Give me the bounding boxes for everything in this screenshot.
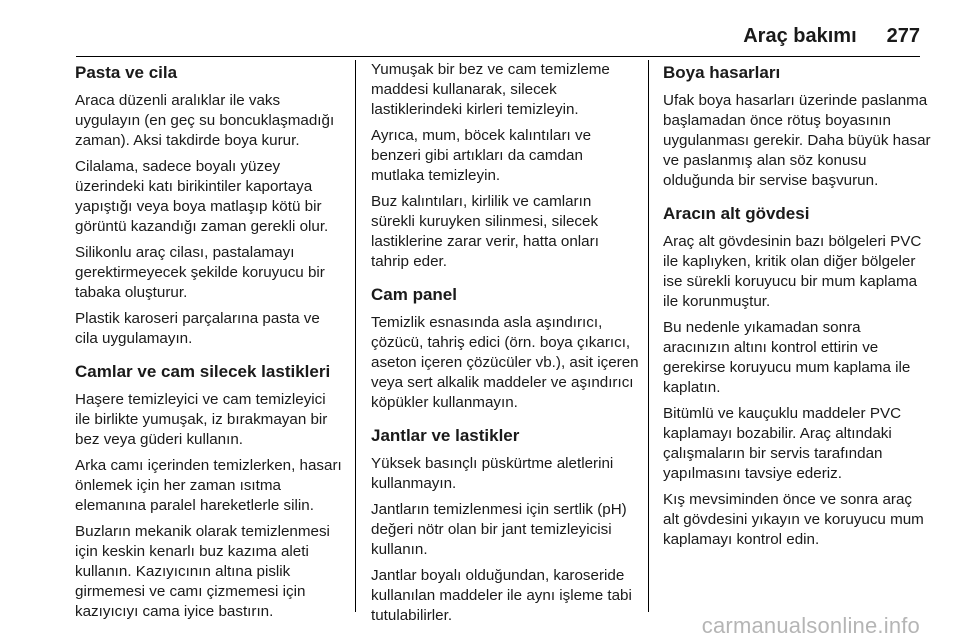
paragraph: Bu nedenle yıkamadan sonra aracınızın altını kontrol ettirin ve gerekirse koruyucu mum kaplama ile kaplatın. bbox=[663, 319, 911, 396]
page-header bbox=[743, 22, 920, 56]
column-divider bbox=[648, 60, 649, 612]
paragraph: Bitümlü ve kauçuklu maddeler PVC kaplamayı bozabilir. Araç altındaki çalışmaların bir servis tarafından yapılmasını tavsiye ederiz. bbox=[663, 405, 902, 482]
paragraph: Ufak boya hasarları üzerinde paslanma başlamadan önce rötuş boyasının uygulanması gerekir. Daha büyük hasar ve paslanmış alan söz konusu olduğunda bir servise başvurun. bbox=[663, 92, 931, 189]
paragraph: Silikonlu araç cilası, pastalamayı gerektirmeyecek şekilde koruyucu bir tabaka oluşturur. bbox=[75, 244, 325, 301]
paragraph: Cilalama, sadece boyalı yüzey üzerindeki katı birikintiler kaportaya yapıştığı veya boya matlaşıp kötü bir görüntü kazandığı zaman gerekli olur. bbox=[75, 158, 329, 235]
header-rule bbox=[76, 56, 920, 57]
paragraph: Ayrıca, mum, böcek kalıntıları ve benzeri gibi artıkları da camdan mutlaka temizleyin. bbox=[371, 127, 592, 184]
paragraph: Temizlik esnasında asla aşındırıcı, çözücü, tahriş edici (örn. boya çıkarıcı, aseton içeren çözücüler vb.), asit içeren veya sert alkalik maddeler ve aşındırıcı köpükler kullanmayın. bbox=[371, 314, 639, 411]
paragraph: Plastik karoseri parçalarına pasta ve cila uygulamayın. bbox=[75, 310, 320, 347]
heading-camlar: Camlar ve cam silecek lastikleri bbox=[75, 362, 331, 381]
heading-jantlar: Jantlar ve lastikler bbox=[371, 426, 520, 445]
paragraph: Haşere temizleyici ve cam temizleyici ile birlikte yumuşak, iz bırakmayan bir bez veya güderi kullanın. bbox=[75, 391, 328, 448]
section-title: Araç bakımı bbox=[743, 25, 857, 47]
paragraph: Jantlar boyalı olduğundan, karoseride kullanılan maddeler ile aynı işleme tabi tutulabilirler. bbox=[371, 567, 632, 624]
watermark: carmanualsonline.info bbox=[701, 613, 920, 638]
paragraph: Yüksek basınçlı püskürtme aletlerini kullanmayın. bbox=[371, 455, 614, 492]
column-divider bbox=[355, 60, 356, 612]
column-1 bbox=[75, 60, 343, 628]
paragraph: Yumuşak bir bez ve cam temizleme maddesi kullanarak, silecek lastiklerindeki kirleri temizleyin. bbox=[371, 61, 610, 118]
paragraph: Araç alt gövdesinin bazı bölgeleri PVC ile kaplıyken, kritik olan diğer bölgeler ise sürekli koruyucu bir mum kaplama ile korunmuştur. bbox=[663, 233, 922, 310]
paragraph: Kış mevsiminden önce ve sonra araç alt gövdesini yıkayın ve koruyucu mum kaplamayı kontrol edin. bbox=[663, 491, 924, 548]
column-3 bbox=[663, 60, 931, 556]
page-number: 277 bbox=[886, 25, 920, 47]
heading-boya-hasarlari: Boya hasarları bbox=[663, 63, 781, 82]
paragraph: Buz kalıntıları, kirlilik ve camların sürekli kuruyken silinmesi, silecek lastiklerine zarar verir, hatta onları tahrip eder. bbox=[371, 193, 599, 270]
paragraph: Buzların mekanik olarak temizlenmesi için keskin kenarlı buz kazıma aleti kullanın. Kazıyıcının altına pislik girmemesi ve camı çizmemesi için kazıyıcıyı cama iyice bastırın. bbox=[75, 523, 330, 620]
paragraph: Jantların temizlenmesi için sertlik (pH) değeri nötr olan bir jant temizleyicisi kullanın. bbox=[371, 501, 627, 558]
column-2 bbox=[371, 60, 639, 632]
heading-pasta-cila: Pasta ve cila bbox=[75, 63, 178, 82]
heading-alt-govde: Aracın alt gövdesi bbox=[663, 204, 810, 223]
paragraph: Araca düzenli aralıklar ile vaks uygulayın (en geç su boncuklaşmadığı zaman). Aksi takdirde boya kurur. bbox=[75, 92, 335, 149]
paragraph: Arka camı içerinden temizlerken, hasarı önlemek için her zaman ısıtma elemanına paralel hareketlerle silin. bbox=[75, 457, 342, 514]
heading-cam-panel: Cam panel bbox=[371, 285, 457, 304]
